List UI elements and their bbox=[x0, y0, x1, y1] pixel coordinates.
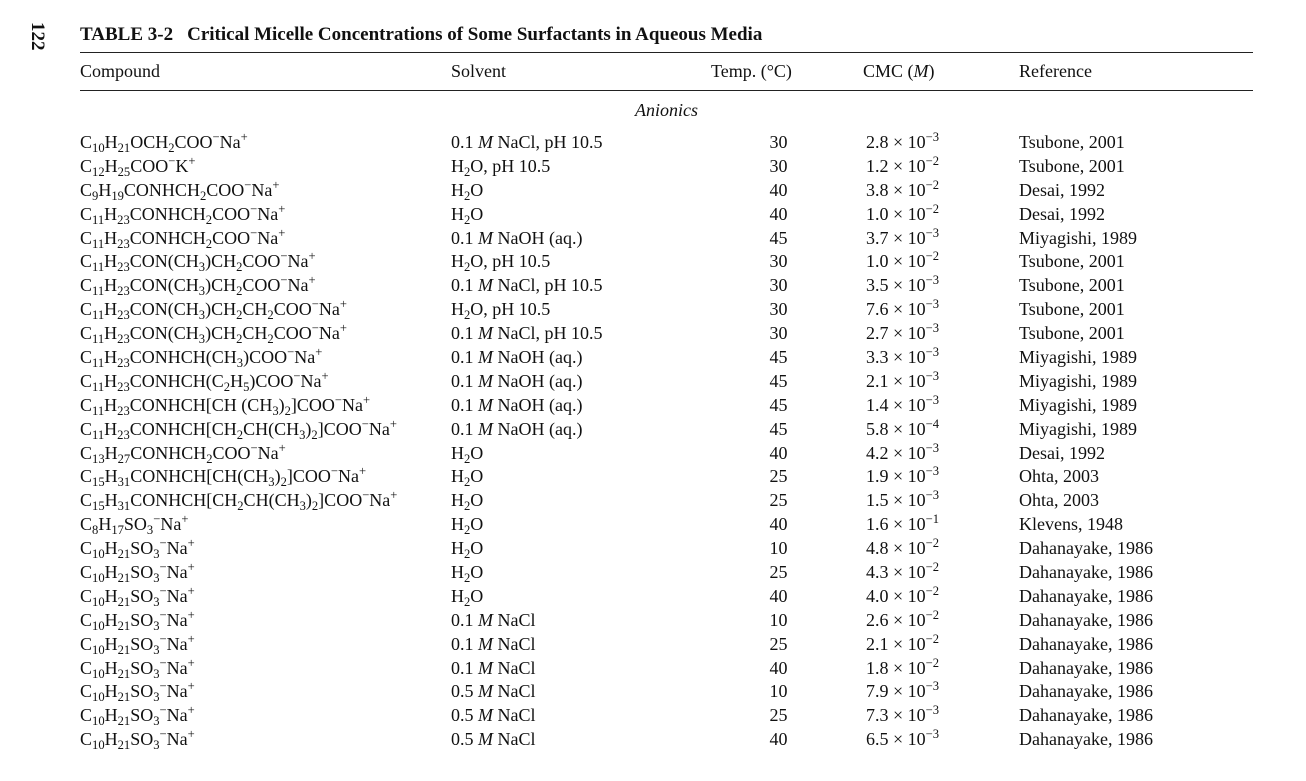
compound-cell: $C_{13}H_{27}CONHCH_2COO^-Na^+$ bbox=[80, 440, 286, 466]
table-label: TABLE 3-2 bbox=[80, 24, 174, 45]
temp-cell: 10 bbox=[769, 609, 788, 630]
reference-cell: Miyagishi, 1989 bbox=[1019, 394, 1138, 415]
temp-cell: 40 bbox=[769, 585, 788, 606]
table-row bbox=[80, 227, 1253, 251]
table-row bbox=[80, 561, 1253, 585]
table-row bbox=[80, 274, 1253, 298]
temp-cell: 45 bbox=[769, 227, 788, 248]
cmc-cell: $7.9 \times 10^{-3}$ bbox=[866, 679, 940, 702]
cmc-cell: $4.2 \times 10^{-3}$ bbox=[866, 440, 940, 463]
table-row bbox=[80, 418, 1253, 442]
temp-cell: 25 bbox=[769, 562, 788, 583]
reference-cell: Dahanayake, 1986 bbox=[1019, 681, 1153, 702]
cmc-cell: $1.2 \times 10^{-2}$ bbox=[866, 153, 940, 176]
reference-cell: Tsubone, 2001 bbox=[1019, 275, 1125, 296]
temp-cell: 45 bbox=[769, 347, 788, 368]
reference-cell: Miyagishi, 1989 bbox=[1019, 227, 1138, 248]
temp-cell: 40 bbox=[769, 179, 788, 200]
table-row bbox=[80, 657, 1253, 681]
temp-cell: 10 bbox=[769, 681, 788, 702]
solvent-cell: $H_2O$ bbox=[451, 562, 484, 585]
cmc-cell: $1.4 \times 10^{-3}$ bbox=[866, 392, 940, 415]
cmc-cell: $2.1 \times 10^{-2}$ bbox=[866, 631, 940, 654]
solvent-cell: 0.1 M NaCl bbox=[451, 657, 536, 678]
temp-cell: 40 bbox=[769, 657, 788, 678]
temp-cell: 45 bbox=[769, 418, 788, 439]
reference-cell: Dahanayake, 1986 bbox=[1019, 633, 1153, 654]
table-row bbox=[80, 346, 1253, 370]
table-body bbox=[80, 131, 1253, 752]
solvent-cell: $H_2O$, pH 10.5 bbox=[451, 251, 551, 275]
compound-cell: $C_{11}H_{23}CON(CH_3)CH_2COO^-Na^+$ bbox=[80, 249, 316, 275]
compound-cell: $C_9H_{19}CONHCH_2COO^-Na^+$ bbox=[80, 177, 280, 203]
solvent-cell: $H_2O$ bbox=[451, 466, 484, 490]
table-row bbox=[80, 370, 1253, 394]
compound-cell: $C_8H_{17}SO_3^-Na^+$ bbox=[80, 512, 189, 538]
cmc-cell: $7.3 \times 10^{-3}$ bbox=[866, 703, 940, 726]
table-row bbox=[80, 633, 1253, 657]
temp-cell: 30 bbox=[769, 299, 788, 320]
cmc-cell: $3.8 \times 10^{-2}$ bbox=[866, 177, 940, 200]
compound-cell: $C_{10}H_{21}SO_3^-Na^+$ bbox=[80, 560, 195, 585]
compound-cell: $C_{11}H_{23}CONHCH_2COO^-Na^+$ bbox=[80, 225, 286, 251]
cmc-cell: $1.0 \times 10^{-2}$ bbox=[866, 201, 940, 224]
cmc-cell: $2.7 \times 10^{-3}$ bbox=[866, 321, 940, 344]
compound-cell: $C_{10}H_{21}SO_3^-Na^+$ bbox=[80, 536, 195, 561]
table-row bbox=[80, 298, 1253, 322]
solvent-cell: 0.1 M NaCl, pH 10.5 bbox=[451, 132, 603, 152]
cmc-cell: $2.1 \times 10^{-3}$ bbox=[866, 368, 940, 391]
temp-cell: 25 bbox=[769, 490, 788, 511]
table bbox=[80, 22, 1253, 752]
solvent-cell: $H_2O$, pH 10.5 bbox=[451, 155, 551, 179]
solvent-cell: $H_2O$ bbox=[451, 203, 484, 227]
solvent-cell: 0.5 M NaCl bbox=[451, 705, 536, 726]
solvent-cell: 0.1 M NaOH (aq.) bbox=[451, 347, 583, 368]
cmc-cell: $5.8 \times 10^{-4}$ bbox=[866, 416, 940, 439]
table-row bbox=[80, 704, 1253, 728]
reference-cell: Dahanayake, 1986 bbox=[1019, 562, 1153, 583]
reference-cell: Tsubone, 2001 bbox=[1019, 155, 1125, 176]
compound-cell: $C_{11}H_{23}CONHCH(C_2H_5)COO^-Na^+$ bbox=[80, 368, 329, 394]
reference-cell: Desai, 1992 bbox=[1019, 203, 1105, 224]
table-row bbox=[80, 179, 1253, 203]
solvent-cell: 0.1 M NaOH (aq.) bbox=[451, 227, 583, 248]
table-row bbox=[80, 250, 1253, 274]
solvent-cell: 0.5 M NaCl bbox=[451, 681, 536, 702]
reference-cell: Ohta, 2003 bbox=[1019, 466, 1099, 487]
compound-cell: $C_{15}H_{31}CONHCH[CH_2CH(CH_3)_2]COO^-Na^+$ bbox=[80, 488, 398, 514]
table-row bbox=[80, 728, 1253, 752]
reference-cell: Tsubone, 2001 bbox=[1019, 323, 1125, 344]
solvent-cell: $H_2O$ bbox=[451, 442, 484, 466]
cmc-cell: $2.8 \times 10^{-3}$ bbox=[866, 130, 940, 152]
solvent-cell: 0.1 M NaOH (aq.) bbox=[451, 394, 583, 415]
section-heading: Anionics bbox=[635, 100, 698, 120]
table-row bbox=[80, 513, 1253, 537]
table-row bbox=[80, 394, 1253, 418]
table-row bbox=[80, 155, 1253, 179]
table-row bbox=[80, 131, 1253, 155]
reference-cell: Dahanayake, 1986 bbox=[1019, 609, 1153, 630]
compound-cell: $C_{10}H_{21}SO_3^-Na^+$ bbox=[80, 703, 195, 729]
reference-cell: Tsubone, 2001 bbox=[1019, 132, 1125, 152]
reference-cell: Dahanayake, 1986 bbox=[1019, 538, 1153, 559]
cmc-cell: $4.8 \times 10^{-2}$ bbox=[866, 536, 940, 559]
reference-cell: Tsubone, 2001 bbox=[1019, 299, 1125, 320]
reference-cell: Dahanayake, 1986 bbox=[1019, 729, 1153, 750]
solvent-cell: 0.1 M NaCl bbox=[451, 609, 536, 630]
cmc-cell: $1.8 \times 10^{-2}$ bbox=[866, 655, 940, 678]
reference-cell: Klevens, 1948 bbox=[1019, 514, 1123, 535]
table-header bbox=[80, 53, 1253, 90]
header-temp: Temp. (°C) bbox=[711, 61, 792, 81]
temp-cell: 30 bbox=[769, 275, 788, 296]
reference-cell: Ohta, 2003 bbox=[1019, 490, 1099, 511]
temp-cell: 40 bbox=[769, 442, 788, 463]
reference-cell: Desai, 1992 bbox=[1019, 179, 1105, 200]
cmc-cell: $6.5 \times 10^{-3}$ bbox=[866, 727, 940, 750]
solvent-cell: $H_2O$ bbox=[451, 179, 484, 203]
table-row bbox=[80, 537, 1253, 561]
temp-cell: 45 bbox=[769, 394, 788, 415]
solvent-cell: $H_2O$ bbox=[451, 585, 484, 609]
solvent-cell: $H_2O$ bbox=[451, 538, 484, 561]
compound-cell: $C_{11}H_{23}CON(CH_3)CH_2COO^-Na^+$ bbox=[80, 273, 316, 299]
table-title: Critical Micelle Concentrations of Some Surfactants in Aqueous Media bbox=[187, 24, 763, 45]
temp-cell: 40 bbox=[769, 729, 788, 750]
compound-cell: $C_{10}H_{21}SO_3^-Na^+$ bbox=[80, 679, 195, 705]
compound-cell: $C_{10}H_{21}OCH_2COO^-Na^+$ bbox=[80, 130, 248, 155]
compound-cell: $C_{11}H_{23}CON(CH_3)CH_2CH_2COO^-Na^+$ bbox=[80, 321, 347, 346]
cmc-cell: $4.0 \times 10^{-2}$ bbox=[866, 584, 940, 606]
solvent-cell: 0.1 M NaCl bbox=[451, 633, 536, 654]
compound-cell: $C_{11}H_{23}CONHCH(CH_3)COO^-Na^+$ bbox=[80, 345, 323, 370]
solvent-cell: 0.1 M NaOH (aq.) bbox=[451, 418, 583, 439]
table-row bbox=[80, 465, 1253, 489]
compound-cell: $C_{10}H_{21}SO_3^-Na^+$ bbox=[80, 655, 195, 681]
reference-cell: Desai, 1992 bbox=[1019, 442, 1105, 463]
reference-cell: Dahanayake, 1986 bbox=[1019, 657, 1153, 678]
table-caption bbox=[80, 22, 1253, 52]
temp-cell: 30 bbox=[769, 251, 788, 272]
compound-cell: $C_{10}H_{21}SO_3^-Na^+$ bbox=[80, 584, 195, 609]
table-row bbox=[80, 442, 1253, 466]
solvent-cell: $H_2O$ bbox=[451, 490, 484, 514]
compound-cell: $C_{15}H_{31}CONHCH[CH(CH_3)_2]COO^-Na^+$ bbox=[80, 464, 367, 490]
reference-cell: Miyagishi, 1989 bbox=[1019, 347, 1138, 368]
reference-cell: Dahanayake, 1986 bbox=[1019, 705, 1153, 726]
page-number: 122 bbox=[27, 22, 48, 51]
solvent-cell: 0.1 M NaCl, pH 10.5 bbox=[451, 323, 603, 344]
cmc-cell: $4.3 \times 10^{-2}$ bbox=[866, 560, 940, 583]
compound-cell: $C_{12}H_{25}COO^-K^+$ bbox=[80, 153, 196, 179]
table-row bbox=[80, 609, 1253, 633]
compound-cell: $C_{11}H_{23}CON(CH_3)CH_2CH_2COO^-Na^+$ bbox=[80, 297, 347, 322]
temp-cell: 30 bbox=[769, 323, 788, 344]
header-solvent: Solvent bbox=[451, 61, 507, 81]
solvent-cell: $H_2O$ bbox=[451, 514, 484, 538]
cmc-cell: $1.5 \times 10^{-3}$ bbox=[866, 488, 940, 511]
compound-cell: $C_{11}H_{23}CONHCH[CH_2CH(CH_3)_2]COO^-Na^+$ bbox=[80, 416, 397, 442]
cmc-cell: $3.3 \times 10^{-3}$ bbox=[866, 345, 940, 368]
solvent-cell: 0.5 M NaCl bbox=[451, 729, 536, 750]
temp-cell: 10 bbox=[769, 538, 788, 559]
reference-cell: Dahanayake, 1986 bbox=[1019, 585, 1153, 606]
compound-cell: $C_{10}H_{21}SO_3^-Na^+$ bbox=[80, 631, 195, 657]
temp-cell: 40 bbox=[769, 203, 788, 224]
reference-cell: Miyagishi, 1989 bbox=[1019, 418, 1138, 439]
compound-cell: $C_{10}H_{21}SO_3^-Na^+$ bbox=[80, 607, 195, 633]
header-compound: Compound bbox=[80, 61, 161, 81]
header-reference: Reference bbox=[1019, 61, 1092, 81]
cmc-cell: $3.5 \times 10^{-3}$ bbox=[866, 273, 940, 296]
table-row bbox=[80, 680, 1253, 704]
temp-cell: 25 bbox=[769, 705, 788, 726]
solvent-cell: 0.1 M NaOH (aq.) bbox=[451, 370, 583, 391]
solvent-cell: 0.1 M NaCl, pH 10.5 bbox=[451, 275, 603, 296]
cmc-cell: $1.6 \times 10^{-1}$ bbox=[866, 512, 940, 535]
compound-cell: $C_{11}H_{23}CONHCH_2COO^-Na^+$ bbox=[80, 201, 286, 227]
reference-cell: Miyagishi, 1989 bbox=[1019, 370, 1138, 391]
cmc-cell: $1.9 \times 10^{-3}$ bbox=[866, 464, 940, 487]
compound-cell: $C_{10}H_{21}SO_3^-Na^+$ bbox=[80, 727, 195, 753]
table-row bbox=[80, 489, 1253, 513]
cmc-cell: $7.6 \times 10^{-3}$ bbox=[866, 297, 940, 320]
temp-cell: 45 bbox=[769, 370, 788, 391]
temp-cell: 30 bbox=[769, 155, 788, 176]
temp-cell: 25 bbox=[769, 633, 788, 654]
cmc-cell: $1.0 \times 10^{-2}$ bbox=[866, 249, 940, 272]
temp-cell: 30 bbox=[769, 132, 788, 152]
cmc-cell: $3.7 \times 10^{-3}$ bbox=[866, 225, 940, 248]
temp-cell: 25 bbox=[769, 466, 788, 487]
table-row bbox=[80, 203, 1253, 227]
table-row bbox=[80, 585, 1253, 609]
reference-cell: Tsubone, 2001 bbox=[1019, 251, 1125, 272]
temp-cell: 40 bbox=[769, 514, 788, 535]
solvent-cell: $H_2O$, pH 10.5 bbox=[451, 299, 551, 322]
table-row bbox=[80, 322, 1253, 346]
header-cmc: CMC (M) bbox=[863, 61, 935, 81]
compound-cell: $C_{11}H_{23}CONHCH[CH$ $(CH_3)_2]COO^-Na^+$ bbox=[80, 392, 371, 418]
cmc-cell: $2.6 \times 10^{-2}$ bbox=[866, 607, 940, 630]
